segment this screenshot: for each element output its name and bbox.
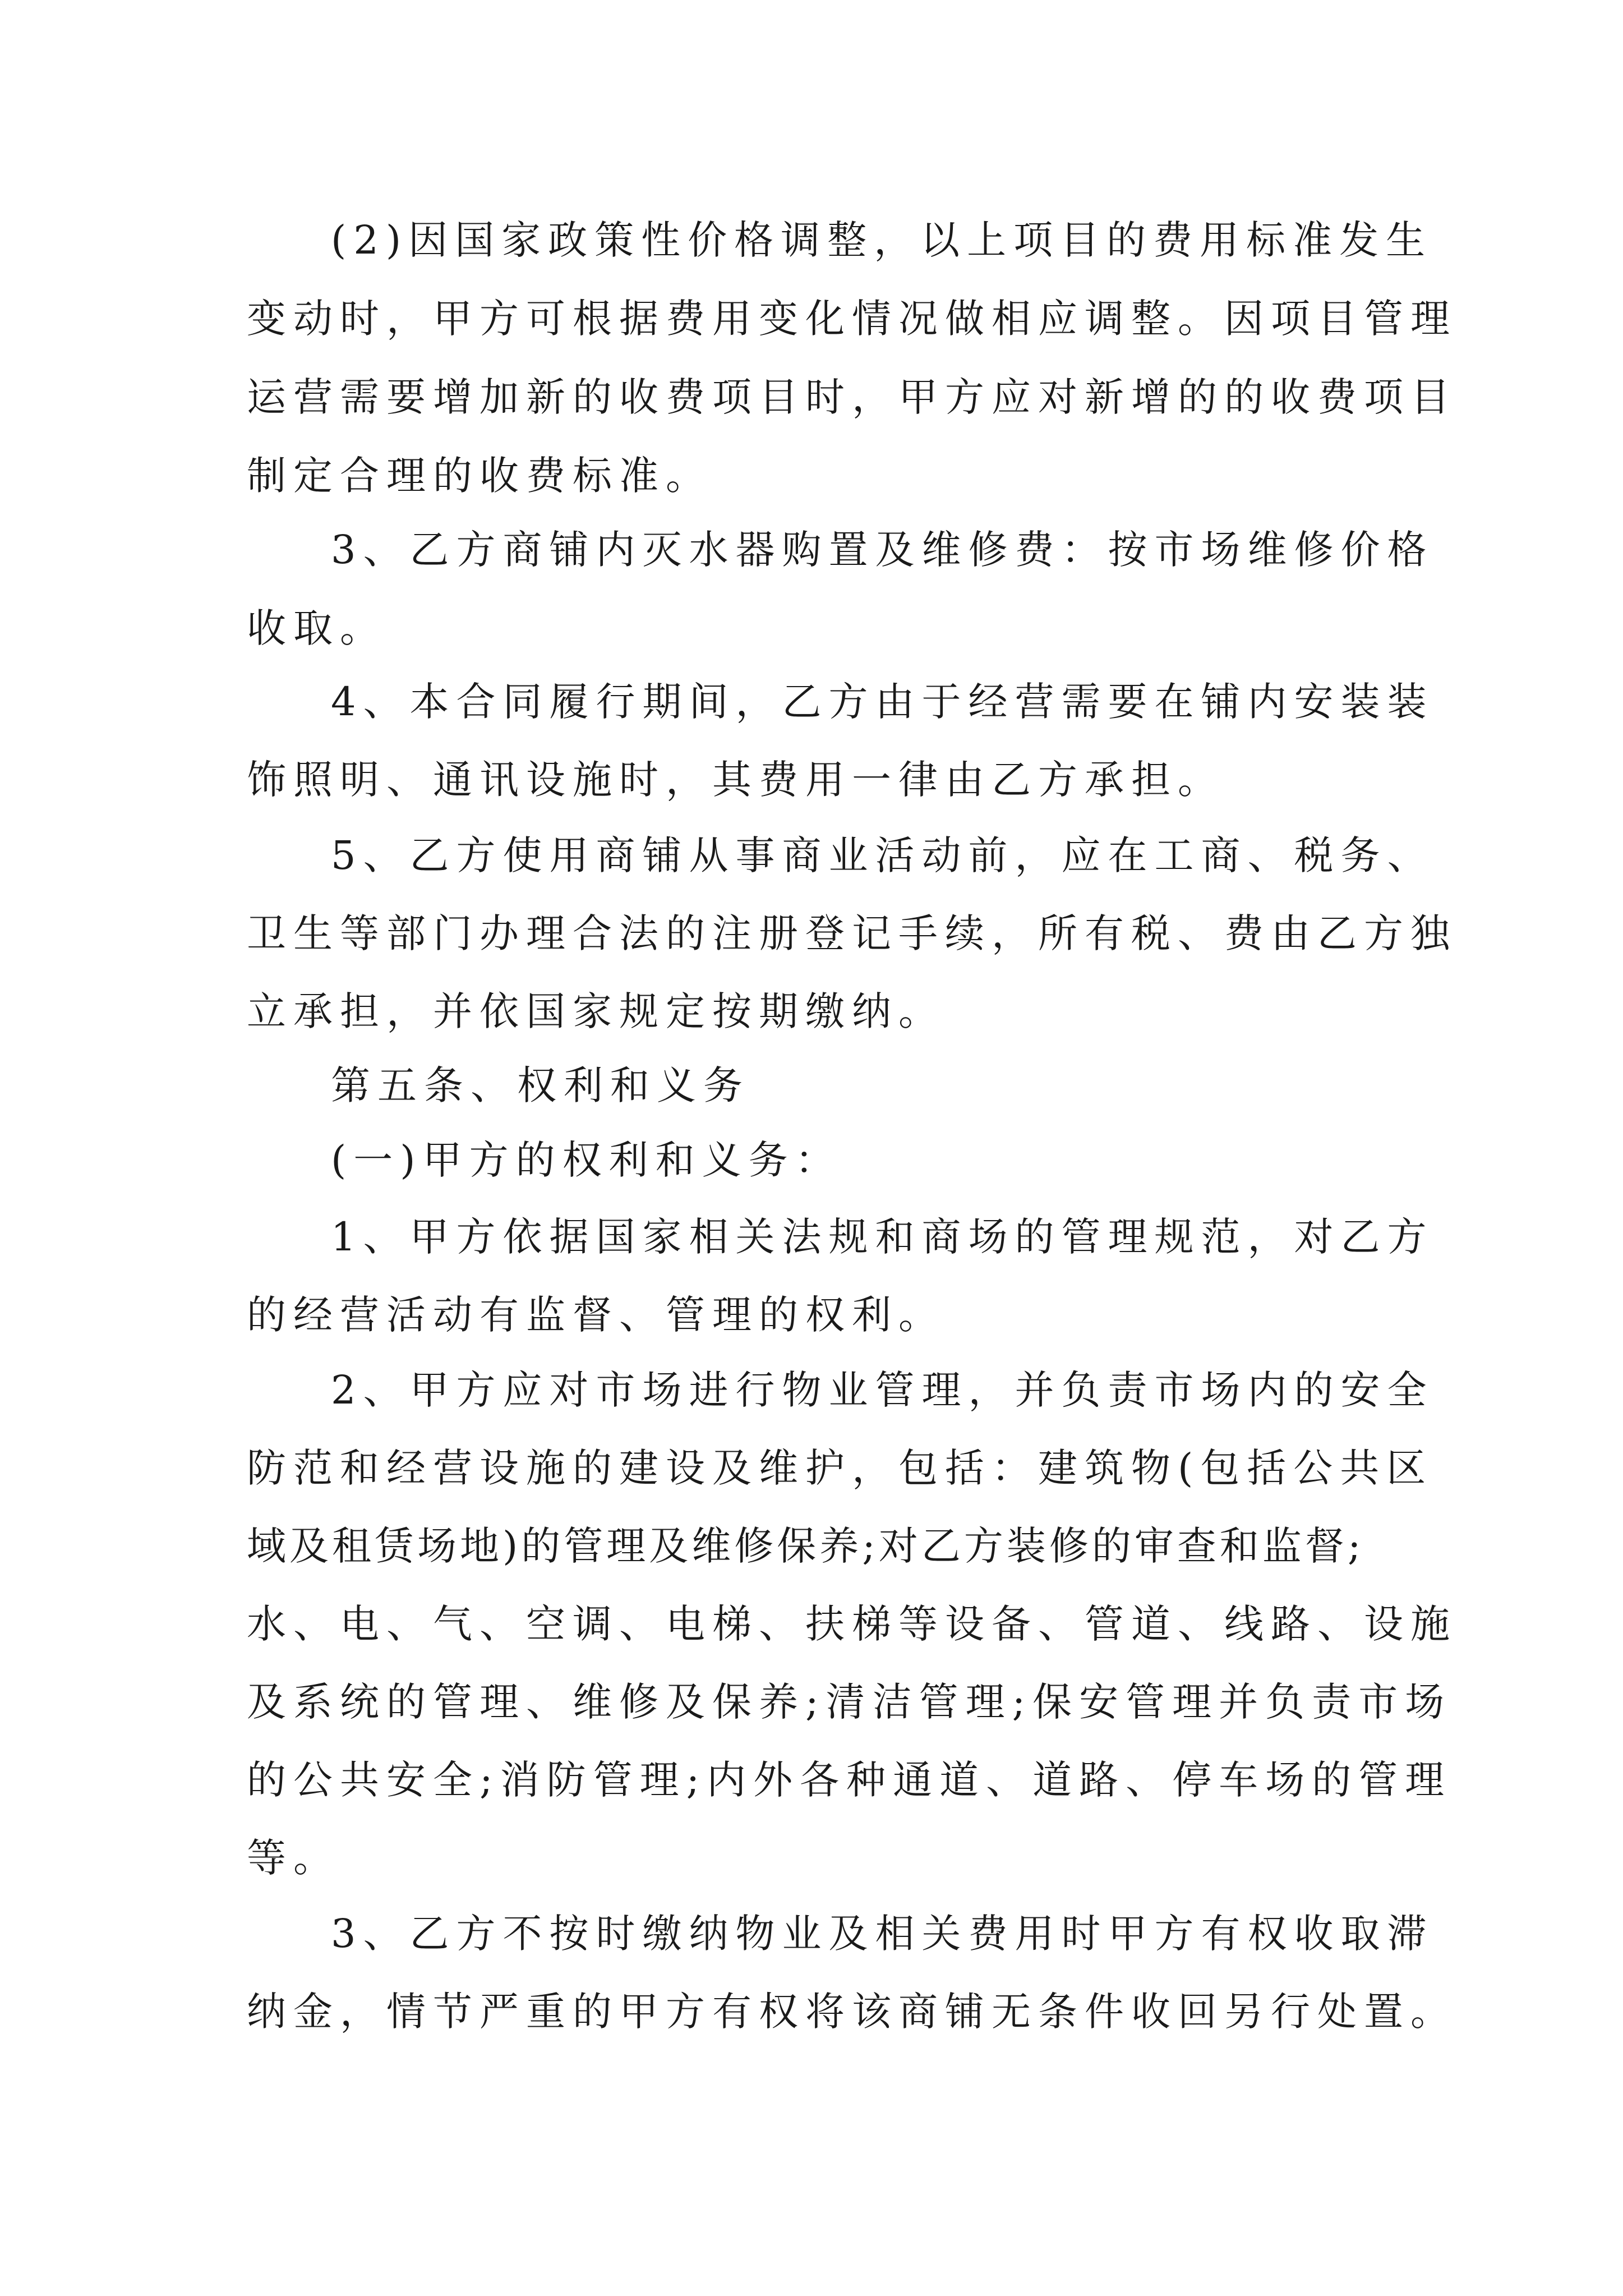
text-line: 4、本合同履行期间，乙方由于经营需要在铺内安装装 bbox=[331, 679, 1434, 725]
text-line: 1、甲方依据国家相关法规和商场的管理规范，对乙方 bbox=[331, 1214, 1434, 1260]
text-line: 2、甲方应对市场进行物业管理，并负责市场内的安全 bbox=[331, 1367, 1434, 1413]
text-line: 3、乙方不按时缴纳物业及相关费用时甲方有权收取滞 bbox=[331, 1911, 1434, 1957]
subsection-heading: (一)甲方的权利和义务： bbox=[331, 1137, 842, 1183]
text-line: 纳金，情节严重的甲方有权将该商铺无条件收回另行处置。 bbox=[247, 1989, 1457, 2035]
text-line: 及系统的管理、维修及保养;清洁管理;保安管理并负责市场 bbox=[247, 1679, 1452, 1725]
section-heading: 第五条、权利和义务 bbox=[331, 1062, 750, 1108]
text-line: 防范和经营设施的建设及维护，包括：建筑物(包括公共区 bbox=[247, 1445, 1433, 1491]
text-line: 卫生等部门办理合法的注册登记手续，所有税、费由乙方独 bbox=[247, 910, 1457, 956]
text-line: 域及租赁场地)的管理及维修保养;对乙方装修的审查和监督; bbox=[247, 1523, 1364, 1569]
text-line: 水、电、气、空调、电梯、扶梯等设备、管道、线路、设施 bbox=[247, 1601, 1457, 1647]
text-line: 收取。 bbox=[247, 605, 386, 651]
text-line: 等。 bbox=[247, 1835, 340, 1881]
text-line: 制定合理的收费标准。 bbox=[247, 453, 712, 499]
text-line: (2)因国家政策性价格调整，以上项目的费用标准发生 bbox=[331, 217, 1433, 263]
text-line: 5、乙方使用商铺从事商业活动前，应在工商、税务、 bbox=[331, 832, 1434, 878]
text-line: 的公共安全;消防管理;内外各种通道、道路、停车场的管理 bbox=[247, 1757, 1452, 1803]
text-line: 变动时，甲方可根据费用变化情况做相应调整。因项目管理 bbox=[247, 296, 1457, 342]
text-line: 3、乙方商铺内灭水器购置及维修费：按市场维修价格 bbox=[331, 527, 1434, 573]
text-line: 饰照明、通讯设施时，其费用一律由乙方承担。 bbox=[247, 757, 1224, 803]
text-line: 立承担，并依国家规定按期缴纳。 bbox=[247, 988, 945, 1034]
text-line: 运营需要增加新的收费项目时，甲方应对新增的的收费项目 bbox=[247, 374, 1457, 420]
text-line: 的经营活动有监督、管理的权利。 bbox=[247, 1292, 945, 1338]
